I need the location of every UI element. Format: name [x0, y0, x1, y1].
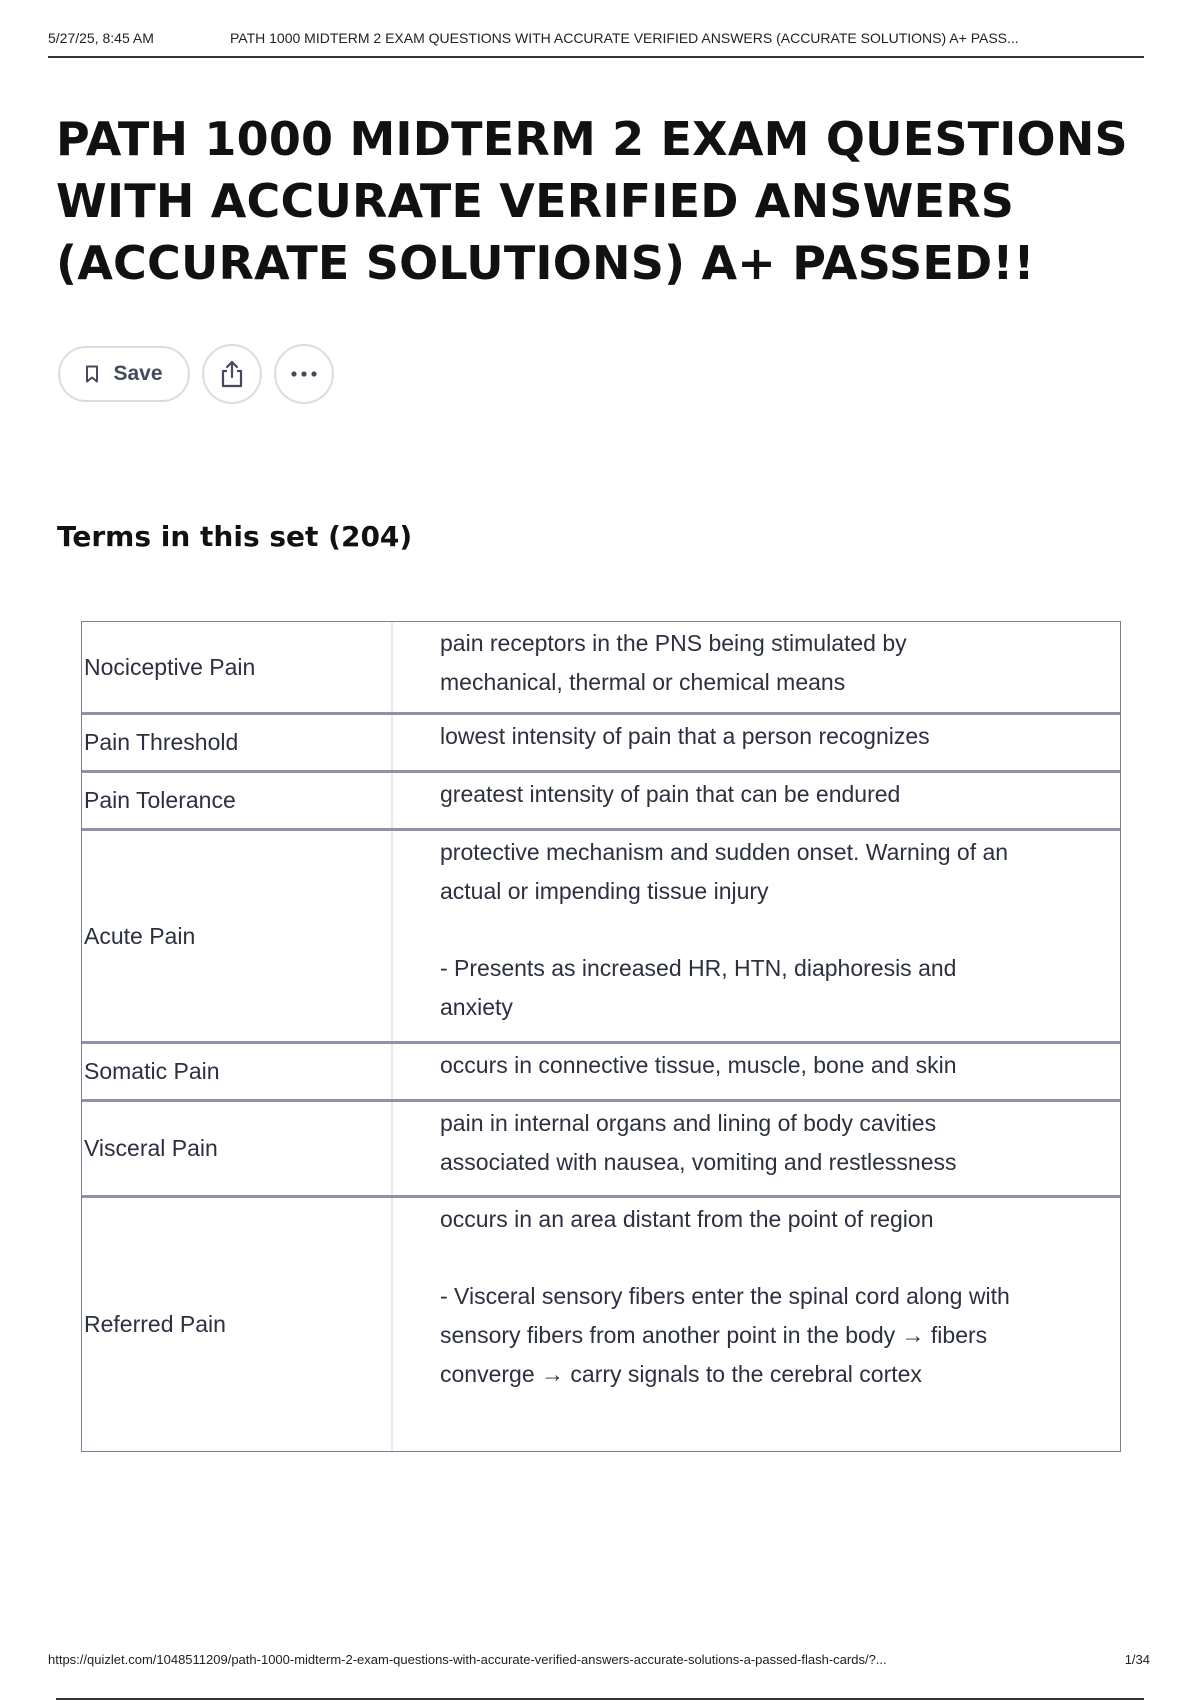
term-row [82, 773, 1120, 831]
definition-text: - Visceral sensory fibers enter the spinal cord along with sensory fibers from another point in the body → fibers converge → carry signals to the cerebral cortex [440, 1283, 1010, 1387]
print-doc-title: PATH 1000 MIDTERM 2 EXAM QUESTIONS WITH ACCURATE VERIFIED ANSWERS (ACCURATE SOLUTIONS) A+ PASS... [230, 30, 1019, 46]
bookmark-icon [85, 365, 99, 383]
share-button[interactable] [202, 344, 262, 404]
term-row [82, 622, 1120, 715]
print-header [48, 30, 1144, 58]
term-cell: Somatic Pain [82, 1044, 393, 1099]
terms-table [81, 621, 1121, 1452]
term-row [82, 1198, 1120, 1451]
definition-cell [393, 831, 1120, 1041]
term-cell: Acute Pain [82, 831, 393, 1041]
save-button[interactable] [58, 346, 190, 402]
print-date: 5/27/25, 8:45 AM [48, 30, 154, 46]
page-title: PATH 1000 MIDTERM 2 EXAM QUESTIONS WITH ACCURATE VERIFIED ANSWERS (ACCURATE SOLUTIONS) A+ PASSED!! [56, 112, 1128, 290]
term-cell: Pain Threshold [82, 715, 393, 770]
definition-text: greatest intensity of pain that can be endured [440, 781, 901, 807]
save-label: Save [113, 362, 163, 385]
more-icon [290, 370, 318, 378]
definition-text: occurs in an area distant from the point of region [440, 1206, 934, 1232]
term-cell: Pain Tolerance [82, 773, 393, 828]
share-icon [219, 360, 245, 388]
term-row [82, 715, 1120, 773]
definition-text: pain in internal organs and lining of body cavities associated with nausea, vomiting and restlessness [440, 1110, 957, 1175]
term-cell: Visceral Pain [82, 1102, 393, 1195]
more-button[interactable] [274, 344, 334, 404]
term-cell: Nociceptive Pain [82, 622, 393, 712]
page-number: 1/34 [1124, 1652, 1150, 1667]
definition-cell [393, 715, 1120, 770]
definition-text: pain receptors in the PNS being stimulated by mechanical, thermal or chemical means [440, 630, 907, 695]
definition-cell [393, 773, 1120, 828]
action-bar [58, 344, 334, 404]
definition-text: - Presents as increased HR, HTN, diaphoresis and anxiety [440, 955, 957, 1020]
definition-cell [393, 622, 1120, 712]
definition-text: occurs in connective tissue, muscle, bone and skin [440, 1052, 957, 1078]
definition-text: lowest intensity of pain that a person recognizes [440, 723, 930, 749]
definition-text: protective mechanism and sudden onset. Warning of an actual or impending tissue injury [440, 839, 1009, 904]
definition-cell [393, 1044, 1120, 1099]
term-row [82, 1102, 1120, 1198]
definition-cell [393, 1198, 1120, 1451]
term-row [82, 831, 1120, 1044]
term-row [82, 1044, 1120, 1102]
definition-cell [393, 1102, 1120, 1195]
terms-heading: Terms in this set (204) [57, 520, 413, 553]
term-cell: Referred Pain [82, 1198, 393, 1451]
print-url: https://quizlet.com/1048511209/path-1000-midterm-2-exam-questions-with-accurate-verified-answers-accurate-solutions-a-passed-flash-cards/?... [48, 1652, 887, 1667]
